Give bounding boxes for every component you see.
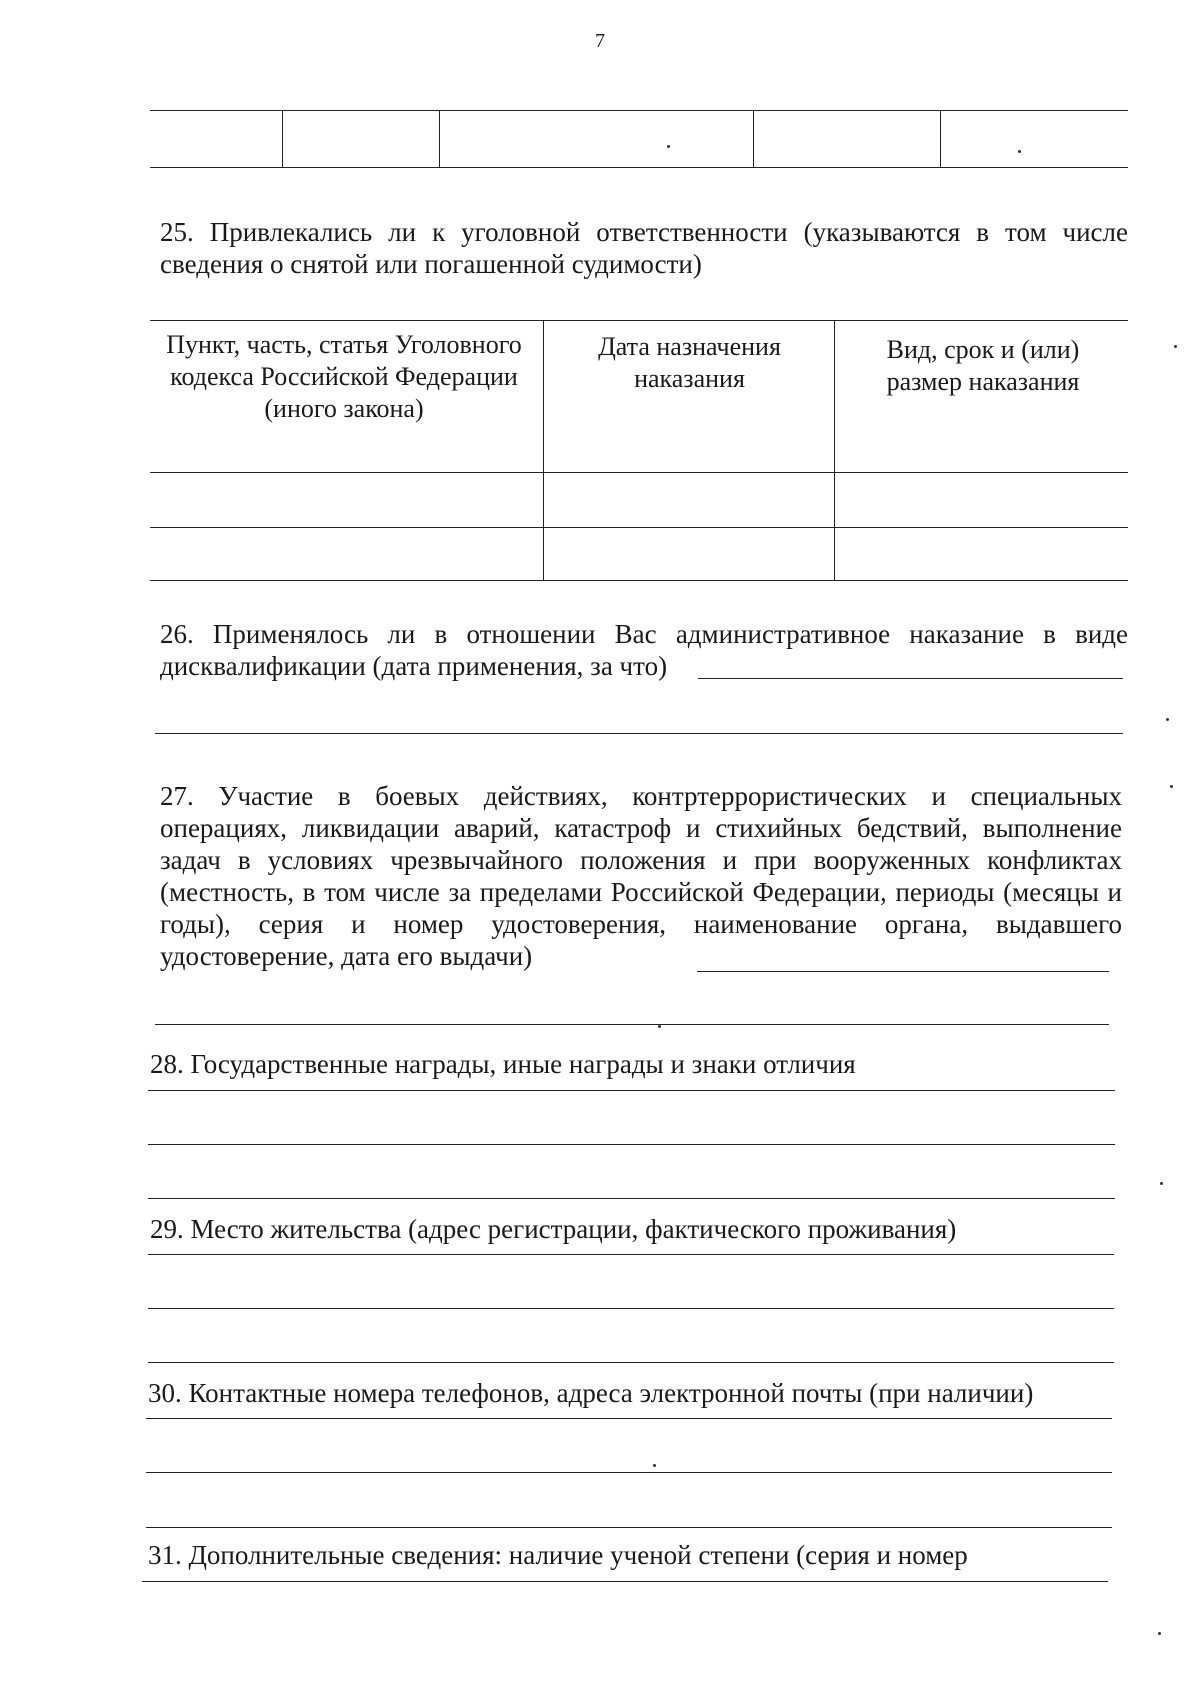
table-column-divider [834, 320, 835, 580]
answer-line[interactable] [146, 1418, 1112, 1419]
table-column-divider [439, 110, 440, 167]
question-26-text: 26. Применялось ли в отношении Вас административное наказание в виде дисквалификации (дата применения, за что) [160, 619, 1128, 681]
scan-speck [1166, 718, 1169, 721]
table-bottom-border [150, 167, 1128, 168]
answer-line[interactable] [155, 733, 1123, 734]
answer-line[interactable] [146, 1527, 1112, 1528]
scan-speck [1018, 150, 1021, 153]
answer-line[interactable] [142, 1581, 1108, 1582]
column-header-article: Пункт, часть, статья Уголовного кодекса Российской Федерации (иного закона) [166, 330, 522, 423]
column-header-penalty: Вид, срок и (или) размер наказания [886, 335, 1080, 396]
table-column-divider [282, 110, 283, 167]
answer-line[interactable] [155, 1024, 1109, 1025]
answer-line[interactable] [148, 1198, 1115, 1199]
scan-speck [658, 1025, 661, 1028]
answer-line[interactable] [146, 1472, 1112, 1473]
answer-line[interactable] [148, 1090, 1115, 1091]
answer-line[interactable] [697, 971, 1109, 972]
answer-line[interactable] [148, 1144, 1115, 1145]
question-27-text: 27. Участие в боевых действиях, контртеррористических и специальных операциях, ликвидации аварий, катастроф и стихийных бедствий, выполнение задач в условиях чрезвычайного положения и при вооруженных конфликтах (местность, в том числе за пределами Российской Федерации, периоды (месяцы и годы), серия и номер удостоверения, наименование органа, выдавшего удостоверение, дата его выдачи) [160, 781, 1122, 971]
question-30-text: 30. Контактные номера телефонов, адреса электронной почты (при наличии) [148, 1378, 1034, 1408]
answer-line[interactable] [148, 1254, 1114, 1255]
table-bottom-border [150, 580, 1128, 581]
answer-line[interactable] [698, 678, 1123, 679]
table-row-border [150, 527, 1128, 528]
question-28-text: 28. Государственные награды, иные награды и знаки отличия [150, 1049, 856, 1079]
question-29-text: 29. Место жительства (адрес регистрации, фактического проживания) [150, 1214, 957, 1244]
table-column-divider [753, 110, 754, 167]
scan-speck [1170, 785, 1173, 788]
table-top-border [150, 110, 1128, 111]
column-header-date: Дата назначения наказания [598, 332, 781, 393]
scan-speck [653, 1464, 656, 1467]
page-number: 7 [595, 30, 605, 52]
scan-speck [1174, 345, 1177, 348]
scan-speck [667, 145, 670, 148]
answer-line[interactable] [148, 1308, 1114, 1309]
answer-line[interactable] [148, 1362, 1114, 1363]
scan-speck [1158, 1632, 1161, 1635]
question-25-text: 25. Привлекались ли к уголовной ответственности (указываются в том числе сведения о снятой или погашенной судимости) [160, 217, 1128, 279]
table-top-border [150, 320, 1128, 321]
table-header-bottom-border [150, 472, 1128, 473]
question-31-text: 31. Дополнительные сведения: наличие ученой степени (серия и номер [148, 1540, 968, 1570]
scan-speck [1160, 1182, 1163, 1185]
table-column-divider [543, 320, 544, 580]
table-column-divider [940, 110, 941, 167]
